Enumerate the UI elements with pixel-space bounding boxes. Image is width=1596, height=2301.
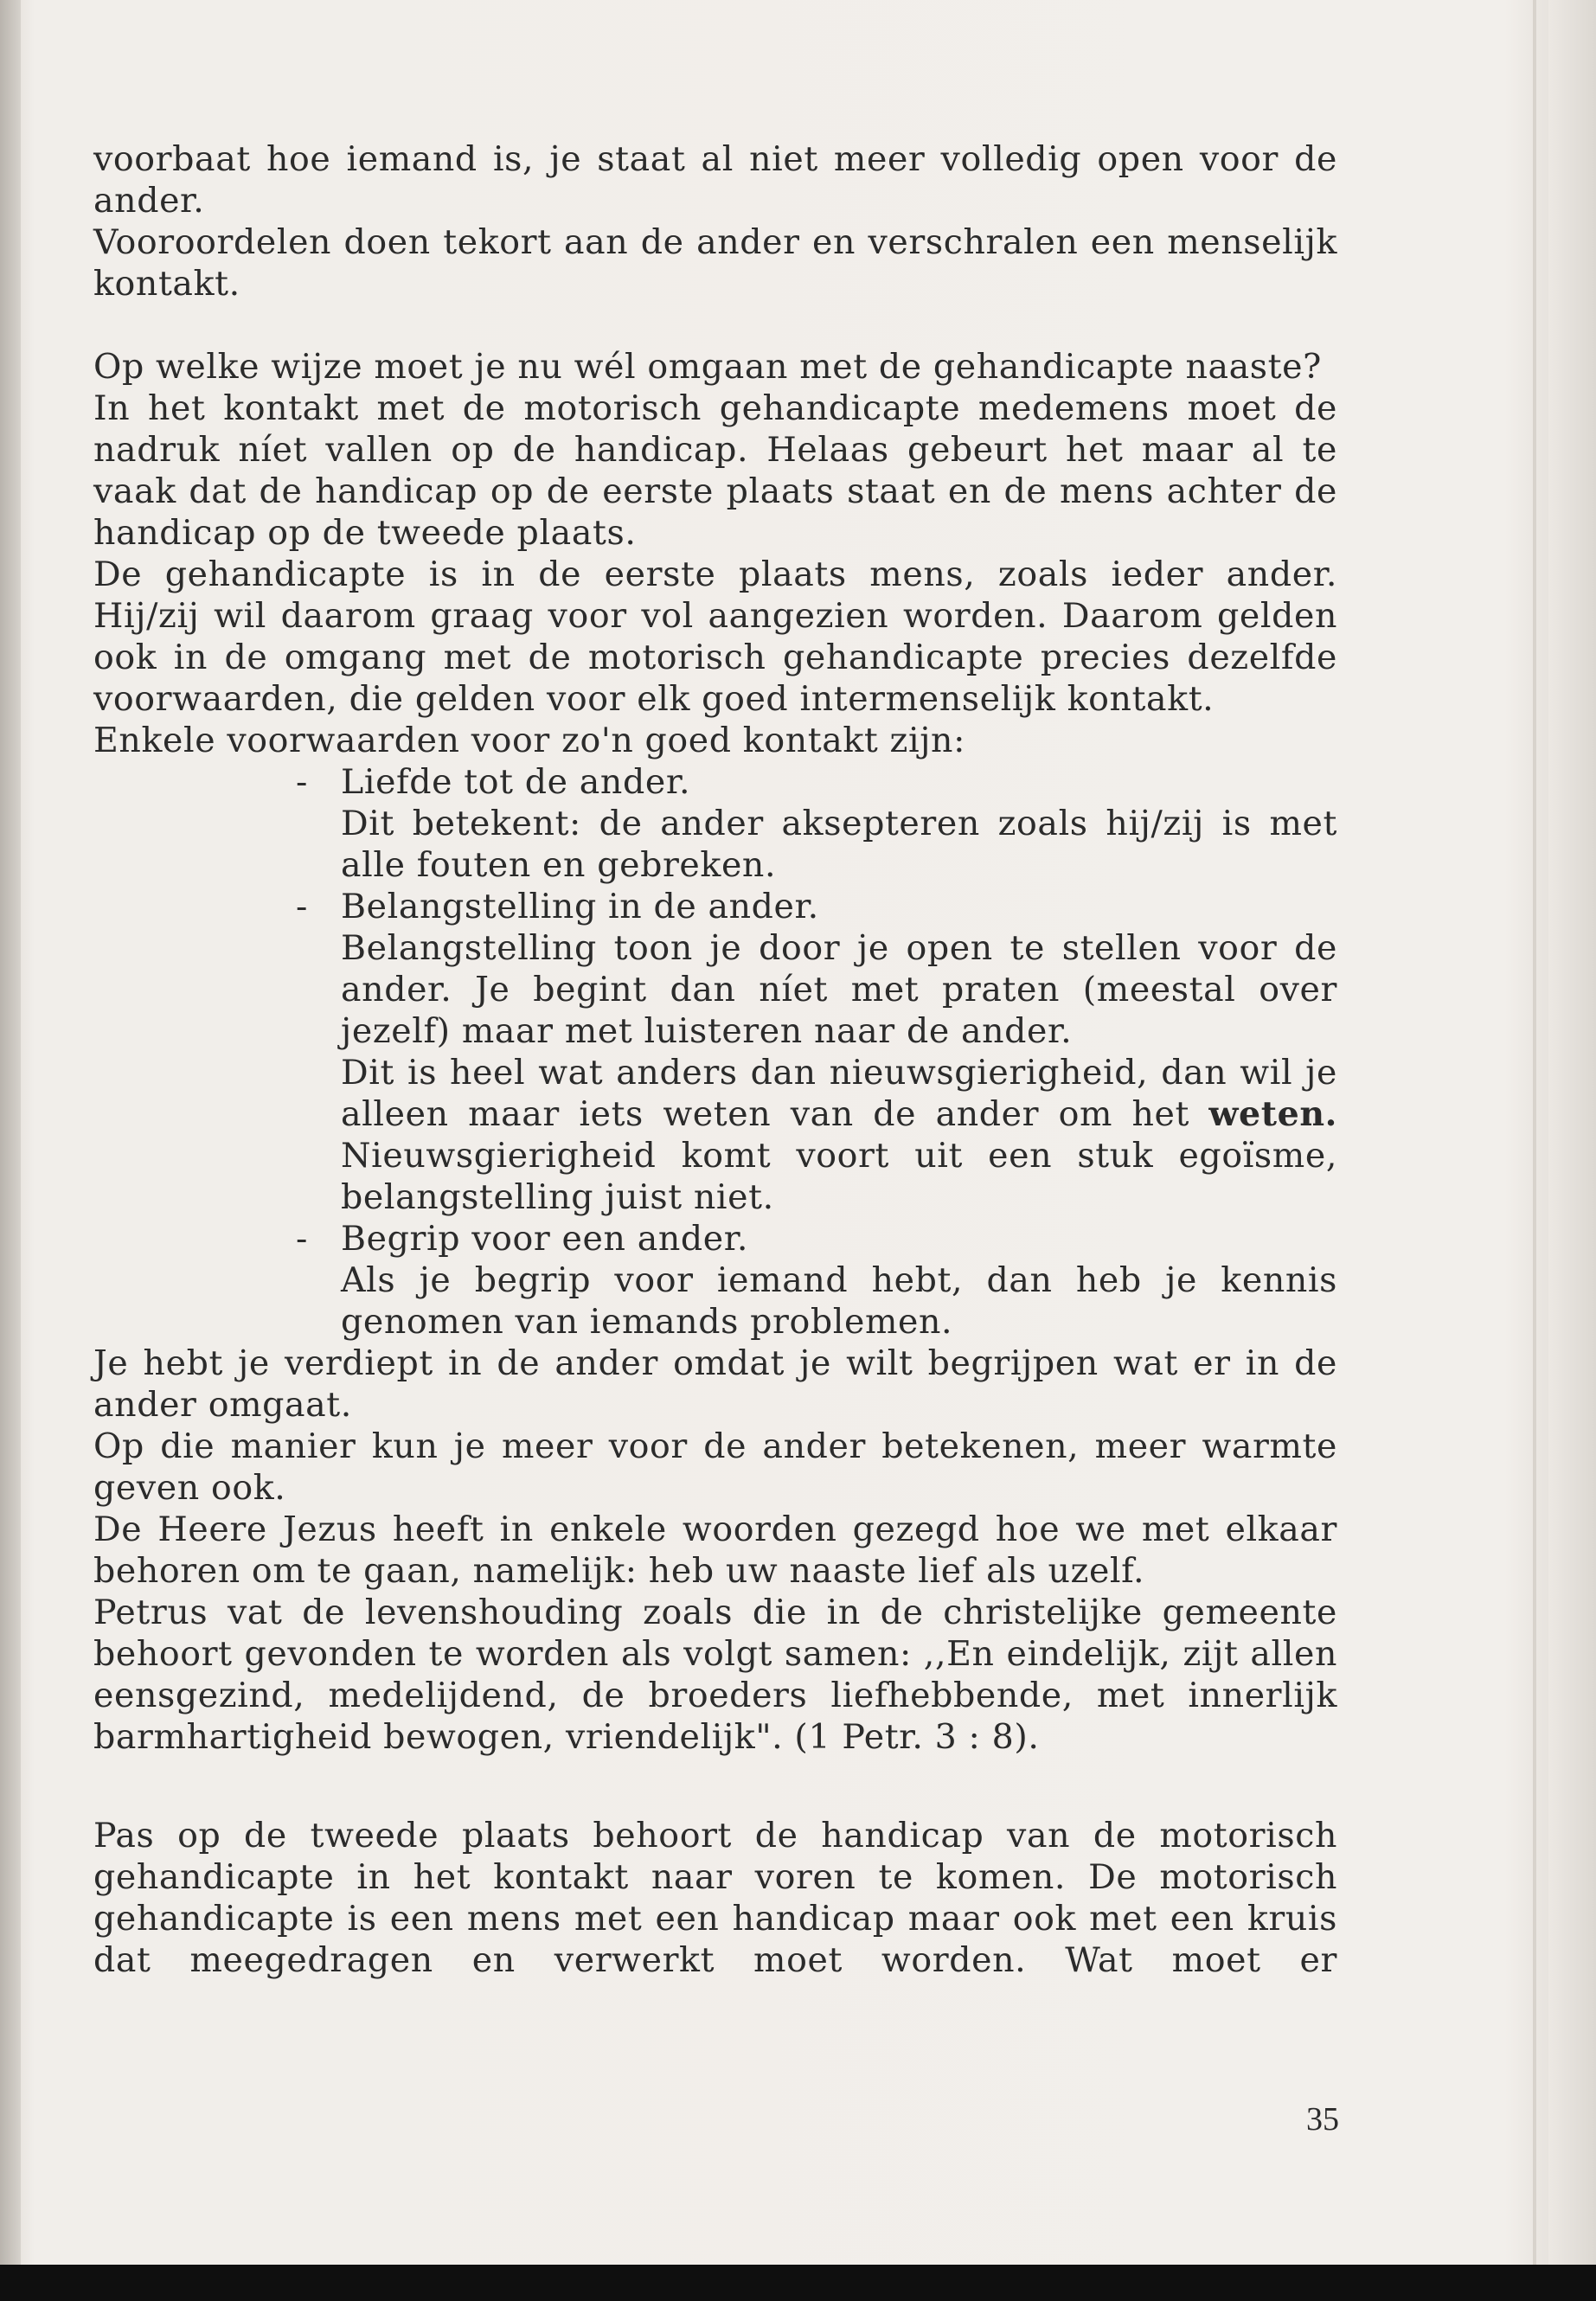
condition-belangstelling-text: Belangstelling toon je door je open te stellen voor de ander. Je begint dan níet met praten (meestal over jezelf) maar met luisteren naar de ander. xyxy=(341,928,1337,1051)
paragraph-question: Op welke wijze moet je nu wél omgaan met de gehandicapte naaste? xyxy=(93,347,1322,387)
paragraph-gap xyxy=(93,304,1337,346)
paragraph-mens: De gehandicapte is in de eerste plaats mens, zoals ieder ander. Hij/zij wil daarom graag voor vol aangezien worden. Daarom gelden ook in de omgang met de motorisch gehandicapte precies dezelfde voorwaarden, die gelden voor elk goed intermenselijk kontakt. xyxy=(93,554,1337,719)
dash-marker: - xyxy=(296,762,308,802)
condition-title: Belangstelling in de ander. xyxy=(341,887,819,926)
paragraph-nadruk: In het kontakt met de motorisch gehandicapte medemens moet de nadruk níet vallen op de handicap. Helaas gebeurt het maar al te vaak dat de handicap op de eerste plaats staat en de mens achter de handicap op de tweede plaats. xyxy=(93,388,1337,553)
scan-bottom-edge xyxy=(0,2265,1596,2301)
condition-title: Liefde tot de ander. xyxy=(341,762,691,802)
paragraph-warmte: Op die manier kun je meer voor de ander betekenen, meer warmte geven ook. xyxy=(93,1426,1337,1508)
paragraph-final: Pas op de tweede plaats behoort de handicap van de motorisch gehandicapte in het kontakt naar voren te komen. De motorisch gehandicapte is een mens met een handicap maar ook met een kruis dat meegedragen en verwerkt moet worden. Wat moet er xyxy=(93,1816,1337,1980)
paragraph-jezus: De Heere Jezus heeft in enkele woorden gezegd hoe we met elkaar behoren om te gaan, namelijk: heb uw naaste lief als uzelf. xyxy=(93,1509,1337,1591)
extra-text-before: Dit is heel wat anders dan nieuwsgierigheid, dan wil je alleen maar iets weten van de ander om het xyxy=(341,1053,1337,1134)
book-spine-shadow xyxy=(0,0,21,2301)
condition-belangstelling xyxy=(296,886,1337,927)
condition-liefde-text: Dit betekent: de ander aksepteren zoals hij/zij is met alle fouten en gebreken. xyxy=(341,804,1337,885)
page-fold-line xyxy=(1533,0,1536,2266)
paragraph-gap xyxy=(93,1758,1337,1815)
body-text xyxy=(93,138,1337,1981)
dash-marker: - xyxy=(296,887,308,926)
condition-begrip xyxy=(296,1218,1337,1259)
condition-begrip-text: Als je begrip voor iemand hebt, dan heb je kennis genomen van iemands problemen. xyxy=(341,1260,1337,1342)
paragraph-intro-1: voorbaat hoe iemand is, je staat al niet meer volledig open voor de ander. xyxy=(93,139,1337,221)
paragraph-voorwaarden-intro: Enkele voorwaarden voor zo'n goed kontakt zijn: xyxy=(93,721,965,760)
page-right-margin xyxy=(1548,0,1596,2301)
paragraph-verdiept: Je hebt je verdiept in de ander omdat je wilt begrijpen wat er in de ander omgaat. xyxy=(93,1343,1337,1425)
extra-text-after: Nieuwsgierigheid komt voort uit een stuk egoïsme, belangstelling juist niet. xyxy=(341,1136,1337,1217)
condition-belangstelling-extra xyxy=(341,1052,1337,1218)
paragraph-intro-2: Vooroordelen doen tekort aan de ander en verschralen een menselijk kontakt. xyxy=(93,222,1337,304)
page-number: 35 xyxy=(1306,2101,1339,2138)
emphasis-weten: weten. xyxy=(1208,1094,1338,1134)
dash-marker: - xyxy=(296,1219,308,1259)
condition-title: Begrip voor een ander. xyxy=(341,1219,749,1259)
paragraph-petrus: Petrus vat de levenshouding zoals die in de christelijke gemeente behoort gevonden te worden als volgt samen: ,,En eindelijk, zijt allen eensgezind, medelijdend, de broeders liefhebbende, met innerlijk barmhartigheid bewogen, vriendelijk". (1 Petr. 3 : 8). xyxy=(93,1593,1337,1757)
condition-liefde xyxy=(296,761,1337,803)
